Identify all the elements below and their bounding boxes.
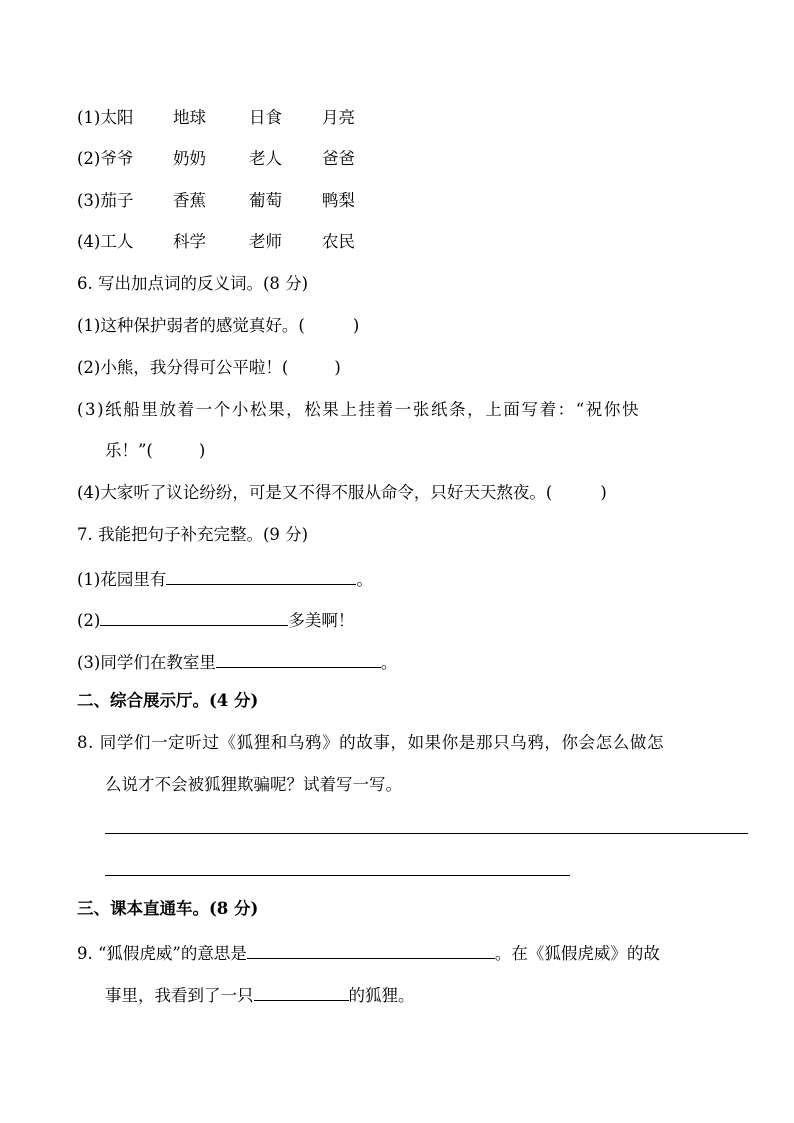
word-group-2 (77, 149, 355, 169)
q9-text: 9. “狐假虎威”的意思是 (77, 944, 247, 963)
close-paren: ) (352, 316, 360, 335)
q6-item-3 (77, 400, 640, 420)
q9-text: 事里，我看到了一只 (105, 986, 254, 1005)
answer-line-1[interactable] (105, 833, 748, 834)
q6-item-text: (2)小熊，我分得可公平啦！( (77, 358, 289, 377)
word-group-label-2: (2)爷爷 (77, 149, 134, 168)
word-group-3 (77, 191, 355, 211)
word: 农民 (322, 232, 355, 251)
close-paren: ) (334, 358, 341, 377)
word: 月亮 (322, 108, 355, 127)
word: 爸爸 (322, 149, 355, 168)
q8-line-1: 8. 同学们一定听过《狐狸和乌鸦》的故事，如果你是那只乌鸦，你会怎么做怎 (77, 733, 665, 752)
q7-item-text: (1)花园里有 (77, 570, 167, 589)
q9-text: 。在《狐假虎威》的故 (494, 944, 660, 963)
q7-item-text: (2) (77, 611, 101, 630)
q9-text: 的狐狸。 (348, 986, 415, 1005)
fill-blank[interactable] (216, 650, 381, 668)
word: 葡萄 (249, 191, 282, 210)
fill-blank[interactable] (247, 941, 495, 959)
word: 老师 (249, 232, 282, 251)
word-group-4 (77, 232, 355, 252)
q6-item-2 (77, 358, 341, 378)
word: 鸭梨 (322, 191, 355, 210)
q9-line-1 (77, 941, 660, 964)
fill-blank[interactable] (166, 567, 356, 585)
section2-heading: 二、综合展示厅。(4 分) (77, 691, 259, 710)
q7-item-suffix: 多美啊！ (288, 611, 355, 630)
q7-item-1 (77, 567, 373, 590)
q7-item-text: (3)同学们在教室里 (77, 653, 216, 672)
q7-item-2 (77, 608, 354, 631)
q7-heading: 7. 我能把句子补充完整。(9 分) (77, 525, 309, 544)
q6-item-text: 乐！”( (105, 441, 153, 460)
word-group-label-3: (3)茄子 (77, 191, 134, 210)
q9-line-2 (105, 983, 415, 1006)
q6-item-4 (77, 483, 607, 503)
word: 科学 (173, 232, 206, 251)
word-group-label-4: (4)工人 (77, 232, 134, 251)
fill-blank[interactable] (100, 608, 288, 626)
word-group-label-1: (1)太阳 (77, 108, 134, 127)
q6-heading: 6. 写出加点词的反义词。(8 分) (77, 274, 309, 293)
q6-item-text: (4)大家听了议论纷纷，可是又不得不服从命令，只好天天熬夜。( (77, 483, 553, 502)
q7-item-3 (77, 650, 397, 673)
q6-item-text: (3)纸船里放着一个小松果，松果上挂着一张纸条，上面写着：“祝你快 (77, 400, 641, 419)
q8-line-2: 么说才不会被狐狸欺骗呢？试着写一写。 (105, 775, 402, 794)
word: 老人 (249, 149, 282, 168)
q6-item-1 (77, 316, 359, 336)
q6-item-3-cont (105, 441, 205, 461)
q7-item-suffix: 。 (380, 653, 398, 672)
q6-item-text: (1)这种保护弱者的感觉真好。( (77, 316, 305, 335)
word: 奶奶 (173, 149, 206, 168)
fill-blank[interactable] (254, 983, 349, 1001)
close-paren: ) (600, 483, 607, 502)
word: 地球 (173, 108, 206, 127)
word-group-1 (77, 108, 355, 128)
word: 日食 (249, 108, 282, 127)
section3-heading: 三、课本直通车。(8 分) (77, 899, 259, 918)
q7-item-suffix: 。 (356, 570, 373, 589)
word: 香蕉 (173, 191, 206, 210)
close-paren: ) (198, 441, 206, 460)
answer-line-2[interactable] (105, 875, 570, 876)
